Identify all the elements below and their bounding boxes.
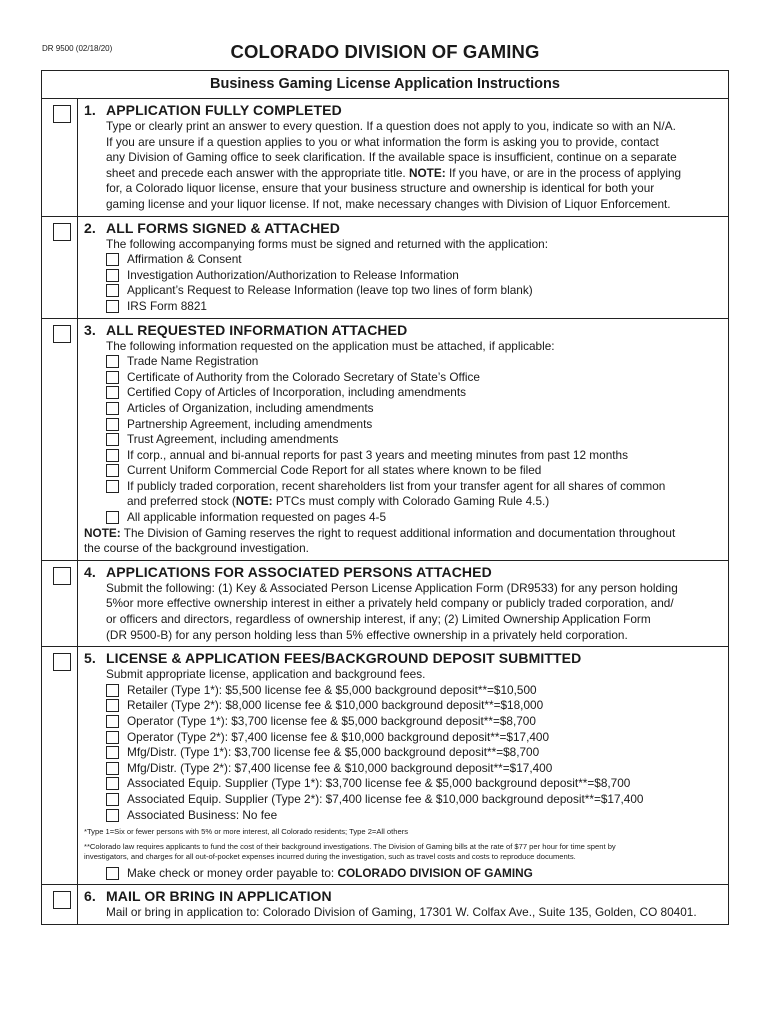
checklist-item: If corp., annual and bi-annual reports for past 3 years and meeting minutes from past 12 months	[106, 448, 720, 464]
item-checkbox[interactable]	[106, 715, 119, 728]
item-checkbox[interactable]	[106, 867, 119, 880]
section-2-intro: The following accompanying forms must be signed and returned with the application:	[106, 236, 548, 251]
item-checkbox[interactable]	[106, 300, 119, 313]
item-checkbox[interactable]	[106, 809, 119, 822]
section-3-intro: The following information requested on the application must be attached, if applicable:	[106, 338, 555, 353]
instructions-title: Business Gaming License Application Instructions	[42, 71, 728, 99]
checklist-item: If publicly traded corporation, recent shareholders list from your transfer agent for all shares of common and preferred stock (NOTE: PTCs must comply with Colorado Gaming Rule 4.5.)	[106, 479, 720, 510]
checklist-item: Applicant’s Request to Release Information (leave top two lines of form blank)	[106, 283, 720, 299]
section-divider	[77, 217, 78, 318]
item-checkbox[interactable]	[106, 253, 119, 266]
footnote-deposit-cont: investigators, and charges for all out-of-pocket expenses incurred during the investigation, such as travel costs and costs to reproduce documents.	[84, 852, 576, 862]
item-checkbox[interactable]	[106, 762, 119, 775]
section-2-checkbox[interactable]	[53, 223, 71, 241]
form-id: DR 9500 (02/18/20)	[42, 44, 113, 53]
section-5-checkbox[interactable]	[53, 653, 71, 671]
item-checkbox[interactable]	[106, 371, 119, 384]
fee-item: Associated Equip. Supplier (Type 1*): $3,700 license fee & $5,000 background deposit**=$8,700	[106, 776, 720, 792]
item-checkbox[interactable]	[106, 433, 119, 446]
item-checkbox[interactable]	[106, 284, 119, 297]
checklist-item: Partnership Agreement, including amendments	[106, 417, 720, 433]
item-checkbox[interactable]	[106, 684, 119, 697]
section-4-checkbox[interactable]	[53, 567, 71, 585]
section-4	[42, 561, 728, 647]
item-checkbox[interactable]	[106, 386, 119, 399]
fee-item: Retailer (Type 2*): $8,000 license fee & $10,000 background deposit**=$18,000	[106, 698, 720, 714]
section-4-text: Submit the following: (1) Key & Associated Person License Application Form (DR9533) for any person holding 5%or more effective ownership interest in either a privately held company or publicly traded corporation, and/ or officers and directors, regardless of ownership interest, if any; (2) Limited Ownership Application Form (DR 9500-B) for any person holding less than 5% effective ownership in a privately held corporation.	[106, 580, 678, 642]
checklist-item: IRS Form 8821	[106, 299, 720, 315]
fee-item: Mfg/Distr. (Type 1*): $3,700 license fee & $5,000 background deposit**=$8,700	[106, 745, 720, 761]
footnote-deposit: **Colorado law requires applicants to fund the cost of their background investigations. The Division of Gaming bills at the rate of $77 per hour for time spent by	[84, 841, 616, 851]
item-checkbox[interactable]	[106, 480, 119, 493]
section-3	[42, 319, 728, 561]
section-3-heading: 3. ALL REQUESTED INFORMATION ATTACHED	[84, 321, 408, 338]
section-divider	[77, 99, 78, 216]
item-checkbox[interactable]	[106, 402, 119, 415]
checklist-item: Articles of Organization, including amendments	[106, 401, 720, 417]
section-4-heading: 4. APPLICATIONS FOR ASSOCIATED PERSONS ATTACHED	[84, 563, 492, 580]
agency-title: COLORADO DIVISION OF GAMING	[230, 41, 540, 62]
fee-item: Associated Equip. Supplier (Type 2*): $7,400 license fee & $10,000 background deposit**=$17,400	[106, 792, 720, 808]
section-1-heading: 1. APPLICATION FULLY COMPLETED	[84, 102, 342, 118]
section-3-checkbox[interactable]	[53, 325, 71, 343]
section-3-note-cont: the course of the background investigation.	[84, 541, 309, 556]
section-2	[42, 217, 728, 319]
section-1	[42, 99, 728, 217]
item-checkbox[interactable]	[106, 793, 119, 806]
item-checkbox[interactable]	[106, 777, 119, 790]
item-checkbox[interactable]	[106, 731, 119, 744]
section-6-checkbox[interactable]	[53, 891, 71, 909]
item-checkbox[interactable]	[106, 699, 119, 712]
section-divider	[77, 647, 78, 884]
item-checkbox[interactable]	[106, 269, 119, 282]
checklist-item: All applicable information requested on pages 4-5	[106, 510, 720, 526]
section-divider	[77, 561, 78, 646]
section-6-heading: 6. MAIL OR BRING IN APPLICATION	[84, 888, 332, 905]
section-3-note: NOTE: The Division of Gaming reserves the right to request additional information and documentation throughout	[84, 525, 676, 540]
item-checkbox[interactable]	[106, 418, 119, 431]
section-divider	[77, 885, 78, 924]
fee-item: Associated Business: No fee	[106, 808, 720, 824]
item-checkbox[interactable]	[106, 746, 119, 759]
footnote-type: *Type 1=Six or fewer persons with 5% or more interest, all Colorado residents; Type 2=All others	[84, 827, 409, 837]
fee-item: Operator (Type 2*): $7,400 license fee & $10,000 background deposit**=$17,400	[106, 730, 720, 746]
checklist-item: Current Uniform Commercial Code Report for all states where known to be filed	[106, 463, 720, 479]
section-2-heading: 2. ALL FORMS SIGNED & ATTACHED	[84, 219, 340, 236]
item-checkbox[interactable]	[106, 464, 119, 477]
item-checkbox[interactable]	[106, 449, 119, 462]
section-6-text: Mail or bring in application to: Colorado Division of Gaming, 17301 W. Colfax Ave., Suite 135, Golden, CO 80401.	[106, 905, 697, 920]
fee-item: Retailer (Type 1*): $5,500 license fee & $5,000 background deposit**=$10,500	[106, 683, 720, 699]
checklist-item: Certified Copy of Articles of Incorporation, including amendments	[106, 385, 720, 401]
section-5-intro: Submit appropriate license, application and background fees.	[106, 667, 426, 682]
checklist-item: Trade Name Registration	[106, 354, 720, 370]
payable-item: Make check or money order payable to: COLORADO DIVISION OF GAMING	[106, 866, 720, 882]
section-5-heading: 5. LICENSE & APPLICATION FEES/BACKGROUND DEPOSIT SUBMITTED	[84, 650, 582, 667]
section-5	[42, 647, 728, 885]
checklist-item: Investigation Authorization/Authorization to Release Information	[106, 268, 720, 284]
item-checkbox[interactable]	[106, 511, 119, 524]
checklist-item: Trust Agreement, including amendments	[106, 432, 720, 448]
instructions-frame	[41, 70, 729, 925]
section-1-text: Type or clearly print an answer to every question. If a question does not apply to you, indicate so with an N/A. If you are unsure if a question applies to you or what information the form is asking you to provide, contact any Division of Gaming office to seek clarification. If the available space is insufficient, continue on a separate sheet and precede each answer with the appropriate title. NOTE: If you have, or are in the process of applying for, a Colorado liquor license, ensure that your business structure and ownership is identical for both your gaming license and your liquor license. If not, make necessary changes with Division of Liquor Enforcement.	[106, 119, 682, 211]
checklist-item: Affirmation & Consent	[106, 252, 720, 268]
checklist-item: Certificate of Authority from the Colorado Secretary of State’s Office	[106, 370, 720, 386]
section-divider	[77, 319, 78, 560]
section-1-checkbox[interactable]	[53, 105, 71, 123]
fee-item: Mfg/Distr. (Type 2*): $7,400 license fee & $10,000 background deposit**=$17,400	[106, 761, 720, 777]
fee-item: Operator (Type 1*): $3,700 license fee & $5,000 background deposit**=$8,700	[106, 714, 720, 730]
section-6	[42, 885, 728, 924]
item-checkbox[interactable]	[106, 355, 119, 368]
